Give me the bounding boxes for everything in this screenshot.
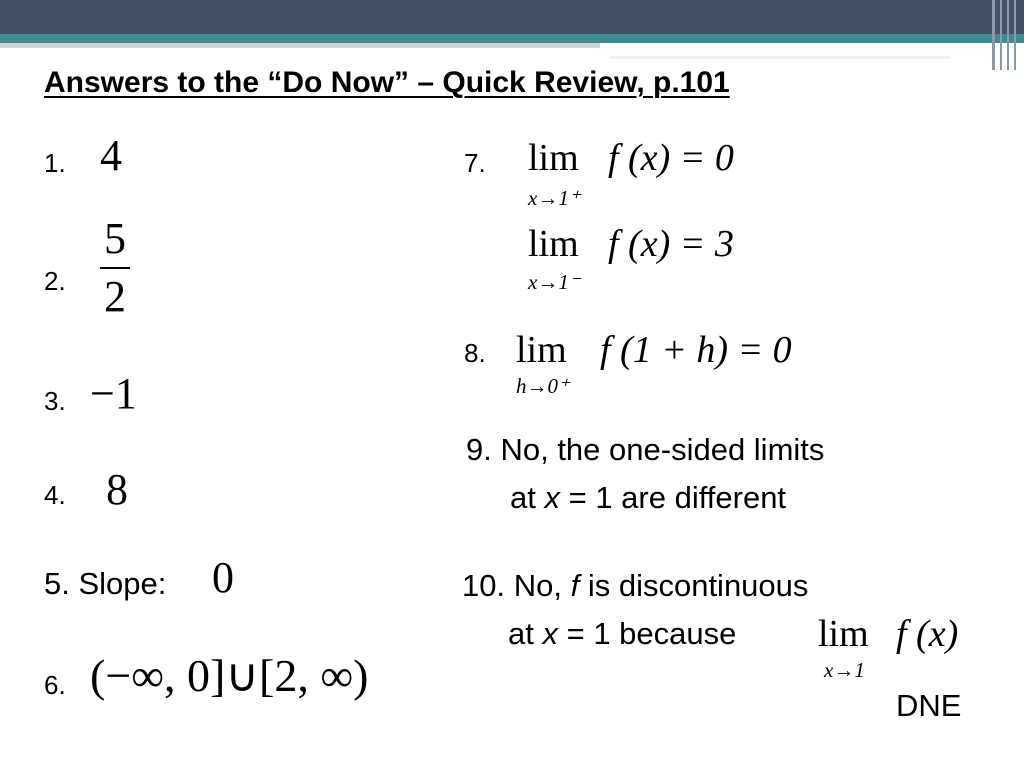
answer-text: 9. No, the one-sided limits [466,432,825,467]
answer-number: 2. [44,266,66,296]
answer-number: 7. [464,148,486,178]
header-band [0,0,1024,34]
answer-text-word: at [510,480,536,515]
header-strip [0,43,600,48]
fraction [96,214,134,321]
answer-value: −1 [90,369,137,418]
fraction-numerator: 5 [104,214,126,263]
answer-text-word: is discontinuous [587,568,809,603]
answer-number: 1. [44,148,66,178]
answer-number: 4. [44,480,66,510]
variable: x [544,480,560,515]
limit-expression: f (1 + h) = 0 [600,329,792,371]
fraction-denominator: 2 [104,272,126,321]
answer-value: 8 [106,465,128,514]
corner-stripe [992,0,995,70]
limit-subscript: h→0⁺ [516,374,570,398]
answer-number: 8. [464,338,486,368]
answer-value: 0 [212,553,234,602]
header-highlight-line [610,56,950,59]
answer-text-word: = 1 are different [568,480,787,515]
variable: x [542,616,558,651]
answer-text-line2 [510,480,786,516]
limit-subscript: x→1 [824,658,865,682]
slide-title: Answers to the “Do Now” – Quick Review, p.101 [44,66,730,99]
corner-stripe [1000,0,1002,70]
limit-subscript: x→1⁻ [528,270,580,294]
limit-operator: lim [818,613,869,655]
answer-number: 6. [44,670,66,700]
corner-stripe [1014,0,1016,70]
answer-text [462,568,808,604]
answer-text-word: at [508,616,534,651]
variable: f [570,568,580,603]
answer-text-word: = 1 because [566,616,737,651]
dne-label: DNE [896,688,962,723]
limit-operator: lim [528,223,579,265]
limit-operator: lim [516,329,567,371]
answer-value: 4 [100,131,122,180]
limit-expression: f (x) = 0 [608,137,734,179]
corner-stripe [1007,0,1009,70]
fraction-bar [100,267,130,269]
answer-interval: (−∞, 0]∪[2, ∞) [90,650,369,701]
limit-subscript: x→1⁺ [528,186,580,210]
limit-operator: lim [528,137,579,179]
answer-label: 5. Slope: [44,566,167,601]
limit-expression: f (x) [896,613,959,655]
header-accent-bar [0,34,1024,43]
limit-expression: f (x) = 3 [608,223,734,265]
answer-number: 3. [44,386,66,416]
answer-text-line2 [508,616,736,652]
answer-text-word: 10. No, [462,568,562,603]
